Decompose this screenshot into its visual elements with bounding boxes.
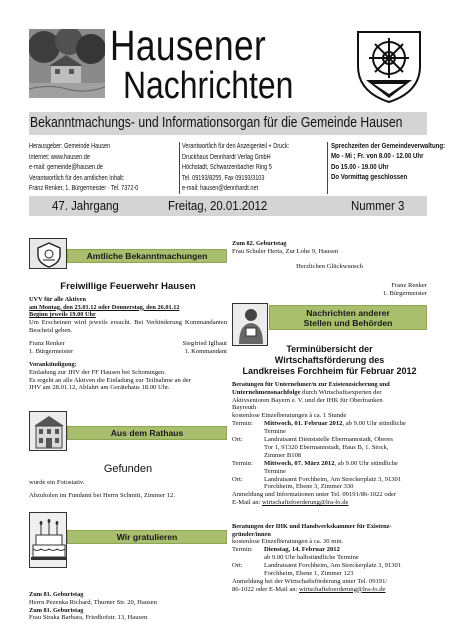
- term-2-row: [232, 460, 432, 468]
- right-signature: [232, 282, 427, 298]
- signature-right: [127, 340, 227, 356]
- uvv-dates: am Montag, den 23.01.12 oder Donnerstag, den 26.01.12: [29, 303, 180, 311]
- birthday-cake-icon: [29, 512, 67, 568]
- announcement-line-1: Einladung zur JHV der FF Hausen bei Schonungen.: [29, 368, 166, 376]
- schedule-heading-2: Wirtschaftsförderung des: [274, 355, 385, 365]
- term-1-date: Mittwoch, 01. Februar 2012: [264, 420, 343, 428]
- place-2-line-1: Landratsamt Forchheim, Am Streckerplatz 3, 91301: [264, 475, 402, 483]
- town-hall-icon: [29, 411, 67, 451]
- other-agencies-line-2: Stellen und Behörden: [303, 317, 393, 328]
- uvv-block: [29, 296, 227, 335]
- term-2-label: Termin:: [232, 459, 253, 467]
- imprint-col2: [182, 141, 330, 194]
- imprint-col3: [331, 141, 446, 183]
- term-1-cont: Termine: [264, 428, 286, 436]
- masthead-title-line1: Hausener: [110, 22, 267, 70]
- place-2-line-2: Forchheim, Ebene 3, Zimmer 330: [264, 483, 354, 491]
- masthead-photo: [29, 29, 105, 98]
- imprint-printer: Druckhaus Dennhardt Verlag GmbH: [182, 152, 271, 161]
- block1-title-2: [232, 389, 432, 397]
- block2-title-2: gründer/innen: [232, 530, 271, 538]
- registration-1-line-1: Anmeldung und Informationen unter Tel. 09191/86-1022 oder: [232, 491, 397, 499]
- uvv-text: Um Erscheinen wird jeweils ersucht. Bei Verhinderung Kommandanten Bescheid geben.: [29, 318, 227, 334]
- term-2-cont: Termine: [264, 467, 286, 475]
- term-1-row: [232, 420, 432, 428]
- signature-right-role: 1. Kommandant: [184, 347, 227, 355]
- registration-1-line-2: [232, 499, 432, 507]
- imprint-internet: Internet: www.hausen.de: [29, 152, 90, 161]
- registration-1-email-link[interactable]: wirtschaftsfoerderung@lra-fo.de: [262, 499, 349, 507]
- term-2-text: [264, 460, 398, 468]
- birthday-1-title: Zum 81. Geburtstag: [29, 591, 84, 598]
- official-figure-icon: [232, 303, 268, 346]
- office-hours-1: Mo - Mi ; Fr. von 8.00 - 12.00 Uhr: [331, 151, 424, 161]
- section-bar-official: Amtliche Bekanntmachungen: [67, 249, 227, 263]
- registration-1-prefix: E-Mail an:: [232, 499, 263, 507]
- birthday-3-title: Zum 82. Geburtstag: [232, 240, 287, 247]
- issue-number: Nummer 3: [351, 198, 405, 213]
- block2-title-1: Beratungen der IHK und Handwerkskammer für Existenz-: [232, 523, 392, 530]
- term-3-cont: ab 9.00 Uhr halbstündliche Termine: [264, 554, 359, 561]
- place-1-line-2: Tor 1, 91320 Ebermannstadt, Haus B, 1. Stock,: [264, 443, 389, 451]
- announcement-line-2: Es ergeht an alle Aktiven die Einladung zur Teilnahme an der: [29, 376, 191, 384]
- imprint-divider-1: [179, 142, 180, 194]
- found-heading: Gefunden: [103, 463, 153, 475]
- place-1-line-1: Landratsamt Dienststelle Ebermannstadt, Oberes: [264, 436, 393, 444]
- block2-line-3: kostenlose Einzelberatungen à ca. 30 min.: [232, 538, 344, 546]
- registration-2-line-1: Anmeldung bei der Wirtschaftsförderung unter Tel. 09191/: [232, 577, 388, 585]
- masthead-title-line2: Nachrichten: [123, 65, 294, 107]
- announcement-title: Vorankündigung:: [29, 361, 77, 368]
- found-line-2: Abzuholen im Fundamt bei Herrn Schmitt, Zimmer 12.: [29, 492, 175, 499]
- place-1-label: Ort:: [232, 436, 243, 444]
- issue-date: Freitag, 20.01.2012: [168, 198, 268, 213]
- place-2-row: [232, 476, 432, 484]
- imprint-publisher: Herausgeber: Gemeinde Hausen: [29, 142, 111, 150]
- place-1-line-3: Zimmer B108: [264, 451, 302, 459]
- signature-left: [29, 340, 129, 356]
- imprint-responsible: Verantwortlich für den amtlichen Inhalt:: [29, 173, 125, 182]
- signature-left-role: 1. Bürgermeister: [29, 347, 74, 355]
- section-bar-other-agencies: [269, 305, 427, 330]
- imprint-mayor: Franz Renker, 1. Bürgermeister · Tel. 7372-0: [29, 184, 139, 193]
- signature-right-name: Siegfried Iglhaut: [182, 340, 227, 347]
- congratulations-text: Herzlichen Glückwunsch: [296, 263, 363, 270]
- term-3-date: Dienstag, 14. Februar 2012: [264, 546, 340, 554]
- signature-left-name: Franz Renker: [29, 340, 65, 347]
- imprint-ads-responsible: Verantwortlich für den Anzeigenteil + Druck:: [182, 142, 290, 150]
- place-3-label: Ort:: [232, 561, 243, 569]
- term-1-time: , ab 9.00 Uhr stündliche: [342, 420, 406, 428]
- official-notice-icon: [29, 238, 67, 269]
- village-photo-icon: [29, 29, 105, 98]
- masthead-subtitle: Bekanntmachungs- und Informationsorgan für die Gemeinde Hausen: [30, 115, 403, 131]
- issue-year: 47. Jahrgang: [52, 198, 119, 213]
- place-3-line-1: Landratsamt Forchheim, Am Streckerplatz 3, 91301: [264, 561, 402, 569]
- registration-2-prefix: 86-1022 oder E-Mail an:: [232, 585, 300, 593]
- right-signature-name: Franz Renker: [391, 282, 427, 289]
- imprint-divider-2: [327, 142, 328, 194]
- term-1-label: Termin:: [232, 420, 253, 428]
- imprint-col1: [29, 141, 177, 194]
- block1-title-1: Beratungen für Unternehmer/n zur Existenzsicherung und: [232, 381, 390, 388]
- place-3-line-2: Forchheim, Ebene 1, Zimmer 123: [264, 569, 354, 577]
- office-hours-2: Do 15.00 - 19.00 Uhr: [331, 161, 389, 171]
- announcement-block: [29, 361, 229, 392]
- block1-line-5: kostenlose Einzelberatungen à ca. 1 Stunde: [232, 412, 347, 420]
- term-2-time: , ab 9.00 Uhr stündliche: [334, 459, 398, 467]
- birthday-2-name: Frau Straka Barbara, Friedhofstr. 13, Hausen: [29, 614, 148, 622]
- block1-title-2-bold: Unternehmensnachfolge: [232, 388, 301, 396]
- schedule-heading-1: Terminübersicht der: [286, 344, 373, 354]
- other-agencies-line-1: Nachrichten anderer: [306, 307, 390, 318]
- office-hours-title: Sprechzeiten der Gemeindeverwaltung:: [331, 141, 446, 150]
- imprint-printer-phone: Tel. 09193/8255, Fax 09193/3103: [182, 173, 265, 182]
- block1-line-4: Bayreuth: [232, 404, 257, 412]
- term-3-row: [232, 546, 432, 554]
- registration-2-line-2: [232, 586, 432, 594]
- section-bar-congratulations: Wir gratulieren: [67, 530, 227, 544]
- schedule-block-1: [232, 381, 432, 507]
- announcement-line-3: JHV am 28.01.12, Abfahrt am Gerätehaus 18.00 Uhr.: [29, 384, 170, 392]
- block1-line-3: Aktivsenioren Bayern e. V. und der IHK für Oberfranken: [232, 396, 383, 404]
- birthday-1-name: Herrn Pezenka Richard, Thurner Str. 20, Hausen: [29, 598, 157, 606]
- term-1-text: [264, 420, 406, 428]
- birthday-block-left: [29, 591, 229, 622]
- birthday-3-name: Frau Schuler Herta, Zur Lohe 9, Hausen: [232, 247, 339, 255]
- registration-2-email-link[interactable]: wirtschaftsfoerderung@lra-fo.de: [299, 585, 386, 593]
- imprint-printer-email: e-mail: hausen@dennhardt.net: [182, 184, 259, 193]
- hausen-coat-of-arms-icon: [352, 28, 426, 104]
- office-hours-3: Do Vormittag geschlossen: [331, 172, 408, 182]
- section-bar-townhall: Aus dem Rathaus: [67, 426, 227, 440]
- term-3-label: Termin:: [232, 546, 253, 554]
- block1-title-2-rest: durch Wirtschaftsexperten der: [300, 388, 382, 396]
- term-2-date: Mittwoch, 07. März 2012: [264, 459, 335, 467]
- place-3-row: [232, 562, 432, 570]
- birthday-block-right: [232, 240, 427, 256]
- fire-department-heading: Freiwillige Feuerwehr Hausen: [60, 281, 196, 292]
- place-2-label: Ort:: [232, 475, 243, 483]
- right-signature-role: 1. Bürgermeister: [382, 289, 427, 297]
- found-line-1: wurde ein Fotostativ.: [29, 479, 85, 486]
- birthday-2-title: Zum 81. Geburtstag: [29, 606, 84, 614]
- imprint-email: e-mail: gemeinde@hausen.de: [29, 163, 103, 172]
- place-1-row: [232, 436, 432, 444]
- schedule-block-2: [232, 523, 432, 594]
- coat-of-arms: [352, 28, 426, 104]
- uvv-time: Beginn jeweils 19.00 Uhr: [29, 311, 96, 319]
- imprint-printer-address: Höchstadt, Schwarzenbacher Ring 5: [182, 163, 272, 172]
- schedule-heading-3: Landkreises Forchheim für Februar 2012: [242, 366, 417, 376]
- uvv-title: UVV für alle Aktiven: [29, 296, 86, 303]
- schedule-heading: [232, 344, 427, 377]
